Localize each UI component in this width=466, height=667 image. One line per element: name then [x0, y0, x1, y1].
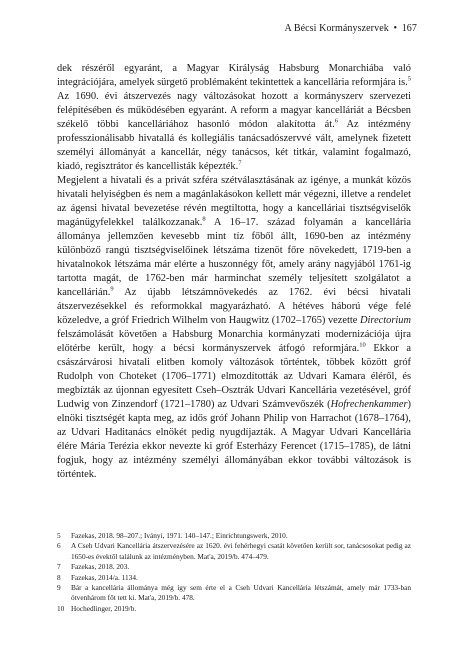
- page-number: 167: [401, 23, 417, 34]
- footnote-text: Fazekas, 2018. 98–207.; Iványi, 1971. 140–147.; Einrichtungswerk, 2010.: [71, 531, 288, 540]
- chapter-title: A Bécsi Kormányszervek: [284, 23, 389, 34]
- text-run: dek részéről egyaránt, a Magyar Királyság Habsburg Monarchiába való integrációjára, amelyek sürgető problémaként tekintettek a kancellária reformjára is.: [57, 63, 411, 88]
- footnote-text: A Cseh Udvari Kancellária átszervezésére az 1620. évi fehérhegyi csatát követően került sor, tanácsosokat pedig az 1650-es évektől találunk az intézményben. Mat'a, 2019/b. 474–479.: [71, 541, 411, 561]
- text-run: Az 1690. évi átszervezés nagy változásokat hozott a kormányszerv szervezeti felépítésében és működésében egyaránt. A reform a magyar kancelláriát a Bécsben székelő többi kancelláriához hasonló módon alakította át.: [57, 91, 411, 130]
- footnote-ref[interactable]: 9: [110, 285, 114, 293]
- footnote: [57, 541, 411, 562]
- footnote: [57, 562, 411, 572]
- footnote: [57, 604, 411, 614]
- footnote-ref[interactable]: 7: [238, 159, 242, 167]
- italic-term: Directorium: [360, 315, 411, 326]
- text-run: A 16–17. század folyamán a kancellária állománya jellemzően kevesebb mint tíz főből állt, 1690-ben az intézmény különböző rangú tisztségviselőinek létszáma tizenöt főre növekedett, 1719-ben a hivatalnokok létszáma már elérte a huszonnégy főt, amely arány nagyjából 1761-ig tartotta magát, de 1762-ben már harminchat személy teljesített szolgálatot a kancellárián.: [57, 217, 412, 298]
- text-run: ) elnöki tisztségét kapta meg, az idős gróf Johann Philip von Harrachot (1678–1764), az Udvari Haditanács elnökét pedig nyugdíjazták. A Magyar Udvari Kancellária élére Mária Terézia ekkor nevezte ki gróf Esterházy Ferencet (1715–1785), de látni fogjuk, hogy az intézmény személyi állományában ekkor további változások is történtek.: [57, 399, 411, 480]
- footnote: [57, 583, 411, 604]
- footnote-text: Fazekas, 2014/a. 1134.: [71, 572, 138, 582]
- text-run: felszámolását követően a Habsburg Monarchia kormányzati modernizációja újra előtérbe került, hogy a bécsi kormányszervek átfogó reformjára.: [57, 329, 411, 354]
- body-paragraph: [57, 62, 411, 174]
- running-header: [284, 23, 417, 34]
- footnote-number: 9: [57, 583, 61, 593]
- footnote-ref[interactable]: 6: [334, 117, 338, 125]
- footnote-text: Fazekas, 2018. 203.: [71, 562, 130, 572]
- footnote-number: 7: [57, 562, 61, 572]
- footnote: [57, 573, 411, 583]
- footnote-number: 6: [57, 541, 61, 551]
- text-run: Ekkor a császárvárosi hivatali elitben komoly változások történtek, többek között gróf Rudolph von Choteket (1706–1771) elmozdították az Udvari Kamara éléről, és megbízták az újonnan egyesített Cseh–Osztrák Udvari Kancellária vezetésével, gróf Ludwig von Zinzendorf (1721–1780) az Udvari Számvevőszék (: [57, 343, 411, 410]
- text-run: Az intézmény professzionálisabb hivatallá és kollegiális tanácsadószervvé vált, amelynek fizetett személyi állományát a kancellár, négy tanácsos, két titkár, valamint fogalmazó, kiadó, regisztrátor és kancellisták képezték.: [57, 119, 411, 172]
- footnote-text: Bár a kancellária állománya még így sem érte el a Cseh Udvari Kancellária létszámát, amely már 1733-ban ötvenhárom főt tett ki. Mat'a, 2019/b. 478.: [71, 583, 411, 603]
- italic-term: Hofrechenkammer: [330, 399, 408, 410]
- body-paragraph: [57, 174, 411, 482]
- footnote-number: 8: [57, 572, 61, 582]
- footnote-ref[interactable]: 5: [407, 75, 411, 83]
- text-run: Az újabb létszámnövekedés az 1762. évi bécsi hivatali átszervezésekkel és reformokkal magyarázható. A hétéves háború vége felé közeledve, a gróf Friedrich Wilhelm von Haugwitz (1702–1765) vezette: [57, 287, 411, 326]
- body-text: [57, 62, 411, 482]
- footnote-number: 5: [57, 531, 61, 540]
- footnote-text: Hochedlinger, 2019/b.: [71, 603, 137, 613]
- footnotes: [57, 531, 411, 614]
- footnote-ref[interactable]: 10: [359, 341, 366, 349]
- footnote: [57, 531, 411, 541]
- footnote-ref[interactable]: 8: [202, 215, 206, 223]
- text-run: Megjelent a hivatali és a privát szféra szétválasztásának az igénye, a munkát közös hivatali helyiségben és nem a magánlakásokon kellett már végezni, illetve a rendelet az ágensi hivatal bevezetése révén megtiltotta, hogy a kancelláriai tisztségviselők magánügyfelekkel találkozzanak.: [57, 175, 411, 228]
- header-bullet: •: [393, 23, 398, 34]
- footnote-number: 10: [57, 603, 65, 613]
